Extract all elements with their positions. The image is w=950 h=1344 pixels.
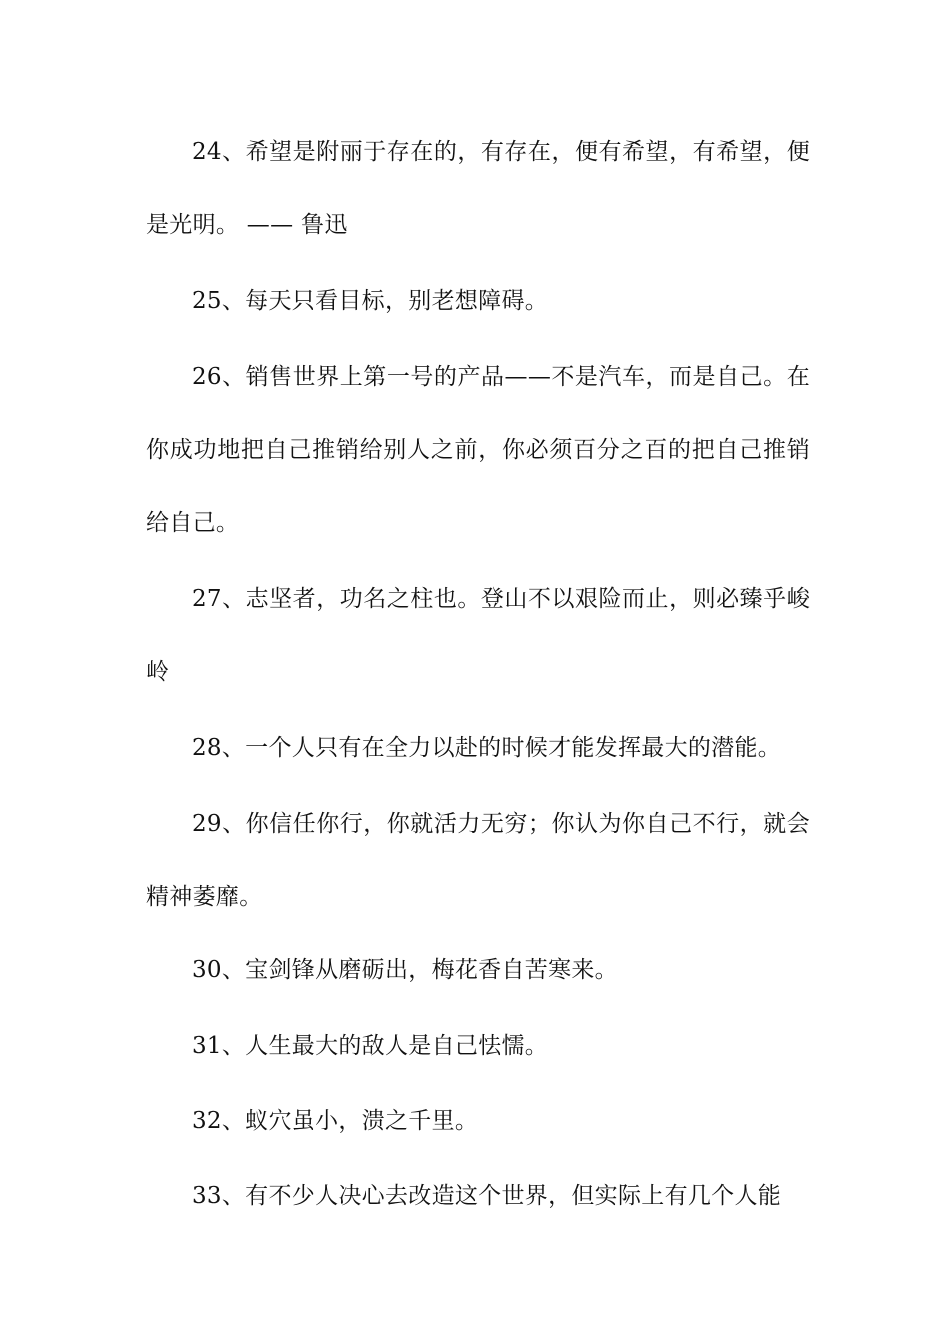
paragraph-32: 32、蚁穴虽小，溃之千里。 bbox=[192, 1108, 479, 1134]
paragraph-29: 29、你信任你行，你就活力无穷；你认为你自己不行，就会精神萎靡。 bbox=[146, 811, 810, 910]
paragraph-25: 25、每天只看目标，别老想障碍。 bbox=[192, 288, 549, 314]
paragraph-30: 30、宝剑锋从磨砺出，梅花香自苦寒来。 bbox=[192, 957, 618, 983]
paragraph-27: 27、志坚者，功名之柱也。登山不以艰险而止，则必臻乎峻岭 bbox=[146, 586, 810, 685]
paragraph-26: 26、销售世界上第一号的产品——不是汽车，而是自己。在你成功地把自己推销给别人之前，你必须百分之百的把自己推销给自己。 bbox=[146, 364, 810, 536]
paragraph-33: 33、有不少人决心去改造这个世界，但实际上有几个人能 bbox=[192, 1183, 782, 1209]
paragraph-28: 28、一个人只有在全力以赴的时候才能发挥最大的潜能。 bbox=[192, 735, 782, 761]
paragraph-24: 24、希望是附丽于存在的，有存在，便有希望，有希望，便是光明。 —— 鲁迅 bbox=[146, 139, 810, 238]
paragraph-31: 31、人生最大的敌人是自己怯懦。 bbox=[192, 1033, 549, 1059]
